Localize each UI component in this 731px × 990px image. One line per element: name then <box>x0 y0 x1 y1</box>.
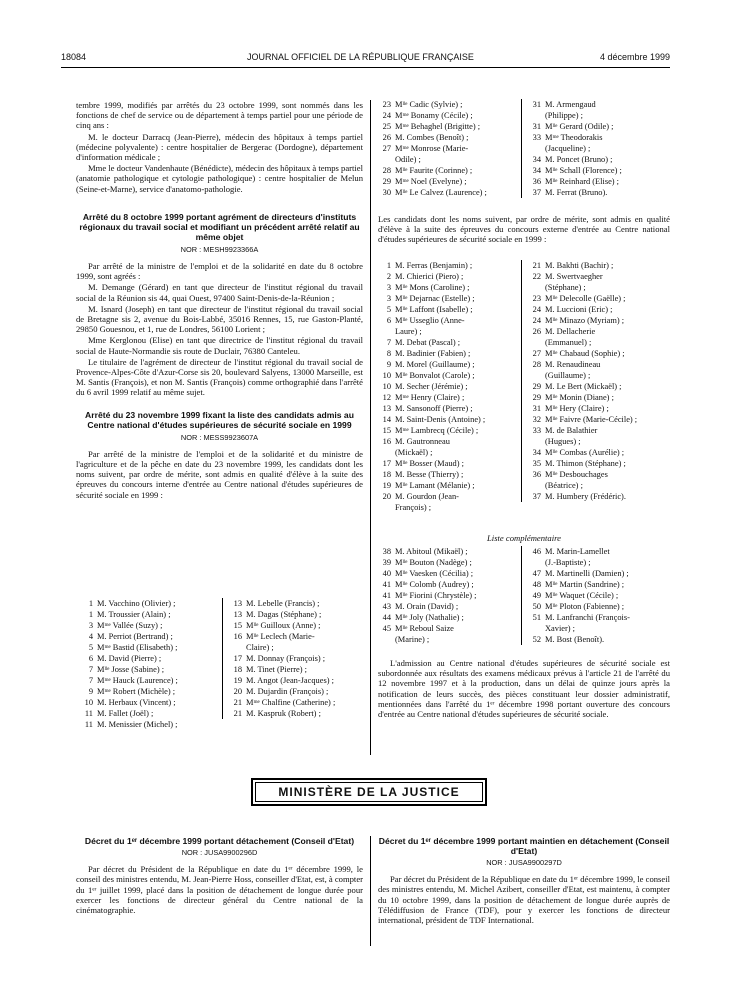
candidate-name: Mˡˡᵉ Delecolle (Gaëlle) ; <box>545 294 626 303</box>
rank-number: 22 <box>532 272 541 281</box>
candidate-name: M. Saint-Denis (Antoine) ; <box>395 415 486 424</box>
decree-paragraph: Le titulaire de l'agrément de directeur de l'institut régional du travail social de Provence-Alpes-Côte d'Azur-Corse sis 20, boulevard Salyens, 13000 Marseille, est M. Santis (François), et non M. Santis (François) comme orthographié dans l'arrêté du 6 avril 1999 relatif au même sujet. <box>76 356 363 398</box>
rank-number: 46 <box>532 547 541 556</box>
rank-number: 17 <box>233 654 242 663</box>
candidate-name: Mᵐᵉ Theodorakis <box>545 133 603 142</box>
candidate-name: M. Dellacherie <box>545 327 596 336</box>
candidate-name: Mˡˡᵉ Dejarnac (Estelle) ; <box>395 294 475 303</box>
candidate-name: Mˡˡᵉ Ploton (Fabienne) ; <box>545 602 625 611</box>
candidate-name: M. Renaudineau <box>545 360 601 369</box>
rank-number: 5 <box>88 643 93 652</box>
rank-number: 51 <box>532 613 541 622</box>
candidate-name: M. Perriot (Bertrand) ; <box>97 632 173 641</box>
rank-number: 7 <box>386 338 391 347</box>
rank-number: 27 <box>382 144 391 153</box>
candidate-name: Mˡˡᵉ Gerard (Odile) ; <box>545 122 614 131</box>
decree-paragraph: Par décret du Président de la République en date du 1ᵉʳ décembre 1999, le conseil des ministres entendu, M. Michel Azibert, conseiller d'Etat, est maintenu, à compter du 10 octobre 1999, dans la position de détachement de longue durée auprès de Télédiffusion de France (TDF), pour y exercer les fonctions de directeur international, président de TDF International. <box>378 874 670 926</box>
candidate-name: M. Lebelle (Francis) ; <box>246 599 320 608</box>
nor-reference: NOR : MESS9923607A <box>180 432 259 442</box>
candidate-name: Mˡˡᵉ Leclech (Marie- <box>246 632 315 641</box>
decree-paragraph: Mme Kerglonou (Elise) en tant que directrice de l'institut régional du travail social de Haute-Normandie sis route de Duclair, 76380 Canteleu. <box>76 335 363 356</box>
candidate-name: M. Herbaux (Vincent) ; <box>97 698 176 707</box>
rank-number: 7 <box>88 676 93 685</box>
rank-number: 21 <box>233 709 242 718</box>
candidate-name: M. Dagas (Stéphane) ; <box>246 610 322 619</box>
rank-number: 11 <box>84 720 93 729</box>
rank-number: 10 <box>84 698 93 707</box>
decree-title: Décret du 1ᵉʳ décembre 1999 portant détachement (Conseil d'Etat) <box>84 836 355 846</box>
rank-number: 49 <box>532 591 541 600</box>
external-intro: Les candidats dont les noms suivent, par ordre de mérite, sont admis en qualité d'élève à la suite des épreuves du concours externe d'entrée au Centre national d'études supérieures de sécurité sociale en 1999 : <box>378 214 670 245</box>
candidate-name: Mˡˡᵉ Waquet (Cécile) ; <box>545 591 619 600</box>
decree-title: Arrêté du 8 octobre 1999 portant agrément de directeurs d'instituts régionaux du travail social et modifiant un précédent arrêté relatif au même objet <box>79 211 360 242</box>
rank-number: 28 <box>532 360 541 369</box>
candidate-name: Mᵐᵉ Robert (Michèle) ; <box>97 687 176 696</box>
candidate-name: Mˡˡᵉ Schall (Florence) ; <box>545 166 622 175</box>
rank-number: 1 <box>386 261 391 270</box>
rank-number: 13 <box>382 404 391 413</box>
rank-number: 26 <box>532 327 541 336</box>
candidate-name: M. Ferras (Benjamin) ; <box>395 261 473 270</box>
candidate-name: Mˡˡᵉ Hery (Claire) ; <box>545 404 609 413</box>
journal-title: JOURNAL OFFICIEL DE LA RÉPUBLIQUE FRANÇAISE <box>247 52 474 62</box>
candidate-name: Mˡˡᵉ Cadic (Sylvie) ; <box>395 100 463 109</box>
candidate-name: M. Chierici (Piero) ; <box>395 272 464 281</box>
candidate-name: M. Luccioni (Eric) ; <box>545 305 613 314</box>
decree-paragraph: Par arrêté de la ministre de l'emploi et de la solidarité en date du 8 octobre 1999, sont agréés : <box>76 261 363 282</box>
candidate-name: M. Menissier (Michel) ; <box>97 720 178 729</box>
rank-number: 31 <box>532 100 541 109</box>
rank-number: 3 <box>386 283 391 292</box>
candidate-name: (Hugues) ; <box>545 437 581 446</box>
list-divider <box>521 260 522 502</box>
rank-number: 50 <box>532 602 541 611</box>
candidate-name: (Jacqueline) ; <box>545 144 591 153</box>
list-divider <box>222 598 223 719</box>
candidate-name: M. Abitoul (Mikaël) ; <box>395 547 468 556</box>
candidate-name: M. Tinet (Pierre) ; <box>246 665 307 674</box>
rank-number: 14 <box>382 415 391 424</box>
intro-paragraph: Mme le docteur Vandenhaute (Bénédicte), médecin des hôpitaux à temps partiel (anatomie pathologique et cytologie pathologique) : centre hospitalier de Melun (Seine-et-Marne), service d'anatomo-pathologie. <box>76 163 363 194</box>
rank-number: 44 <box>382 613 391 622</box>
column-divider <box>370 100 371 755</box>
rank-number: 34 <box>532 166 541 175</box>
candidate-name: M. Kaspruk (Robert) ; <box>246 709 321 718</box>
decree-title: Arrêté du 23 novembre 1999 fixant la liste des candidats admis au Centre national d'études supérieures de sécurité sociale en 1999 <box>85 409 354 430</box>
candidate-name: M. Morel (Guillaume) ; <box>395 360 475 369</box>
rank-number: 16 <box>233 632 242 641</box>
candidate-name: M. Orain (David) ; <box>395 602 459 611</box>
rank-number: 47 <box>532 569 541 578</box>
list-divider <box>521 546 522 645</box>
candidate-name: M. Gautronneau <box>395 437 450 446</box>
candidate-name: (Mickaël) ; <box>395 448 433 457</box>
candidate-name: M. Donnay (François) ; <box>246 654 326 663</box>
candidate-name: Mˡˡᵉ Laffont (Isabelle) ; <box>395 305 473 314</box>
candidate-name: Mˡˡᵉ Mons (Caroline) ; <box>395 283 470 292</box>
candidate-name: M. Le Bert (Mickaël) ; <box>545 382 622 391</box>
candidate-name: M. Badinier (Fabien) ; <box>395 349 471 358</box>
candidate-name: M. Humbery (Frédéric). <box>545 492 626 501</box>
rank-number: 24 <box>382 111 391 120</box>
decree-paragraph: Par arrêté de la ministre de l'emploi et de la solidarité et du ministre de l'agriculture et de la pêche en date du 23 novembre 1999, les candidats dont les noms suivent, par ordre de mérite, sont admis en qualité d'élève à la suite des épreuves du concours interne d'entrée au Centre national d'études supérieures de sécurité sociale en 1999 : <box>76 448 363 500</box>
candidate-name: M. Gourdon (Jean- <box>395 492 459 501</box>
candidate-name: M. Combes (Benoît) ; <box>395 133 469 142</box>
candidate-name: Mˡˡᵉ Reinhard (Elise) ; <box>545 177 620 186</box>
rank-number: 18 <box>382 470 391 479</box>
candidate-name: Mᵐᵉ Lambrecq (Cécile) ; <box>395 426 479 435</box>
rank-number: 37 <box>532 188 541 197</box>
candidate-name: Mˡˡᵉ Colomb (Audrey) ; <box>395 580 474 589</box>
candidate-name: Mˡˡᵉ Bosser (Maud) ; <box>395 459 464 468</box>
rank-number: 11 <box>84 709 93 718</box>
rank-number: 34 <box>532 155 541 164</box>
candidate-name: M. Ferrat (Bruno). <box>545 188 608 197</box>
candidate-name: Mˡˡᵉ Usseglio (Anne- <box>395 316 465 325</box>
candidate-name: M. Bost (Benoît). <box>545 635 605 644</box>
rank-number: 36 <box>532 177 541 186</box>
rank-number: 31 <box>532 404 541 413</box>
candidate-name: Mˡˡᵉ Desbouchages <box>545 470 608 479</box>
candidate-name: Mˡˡᵉ Minazo (Myriam) ; <box>545 316 625 325</box>
candidate-name: (Philippe) ; <box>545 111 583 120</box>
rank-number: 31 <box>532 122 541 131</box>
rank-number: 6 <box>88 654 93 663</box>
candidate-name: M. Armengaud <box>545 100 596 109</box>
rank-number: 15 <box>233 621 242 630</box>
rank-number: 3 <box>88 621 93 630</box>
candidate-name: Mˡˡᵉ Combas (Aurélie) ; <box>545 448 625 457</box>
candidate-name: M. Vacchino (Olivier) ; <box>97 599 176 608</box>
rank-number: 23 <box>382 100 391 109</box>
candidate-name: Mᵐᵉ Hauck (Laurence) ; <box>97 676 178 685</box>
rank-number: 13 <box>233 610 242 619</box>
rank-number: 33 <box>532 133 541 142</box>
rank-number: 21 <box>532 261 541 270</box>
rank-number: 4 <box>88 632 93 641</box>
rank-number: 34 <box>532 448 541 457</box>
candidate-name: Mᵐᵉ Henry (Claire) ; <box>395 393 465 402</box>
rank-number: 45 <box>382 624 391 633</box>
rank-number: 41 <box>382 580 391 589</box>
rank-number: 28 <box>382 166 391 175</box>
decree-title: Décret du 1ᵉʳ décembre 1999 portant maintien en détachement (Conseil d'Etat) <box>378 836 670 856</box>
header-rule <box>61 67 670 68</box>
rank-number: 2 <box>386 272 391 281</box>
rank-number: 20 <box>382 492 391 501</box>
rank-number: 52 <box>532 635 541 644</box>
candidate-name: Mˡˡᵉ Fiorini (Chrystèle) ; <box>395 591 477 600</box>
ministry-title: MINISTÈRE DE LA JUSTICE <box>255 782 483 802</box>
candidate-name: M. Debat (Pascal) ; <box>395 338 461 347</box>
rank-number: 21 <box>233 698 242 707</box>
nor-reference: NOR : JUSA9900297D <box>486 858 562 867</box>
candidate-name: Mᵐᵉ Vallée (Suzy) ; <box>97 621 163 630</box>
candidate-name: M. de Balathier <box>545 426 598 435</box>
rank-number: 18 <box>233 665 242 674</box>
rank-number: 37 <box>532 492 541 501</box>
candidate-name: Mᵐᵉ Bonamy (Cécile) ; <box>395 111 473 120</box>
candidate-name: M. Martinelli (Damien) ; <box>545 569 629 578</box>
candidate-name: M. Poncet (Bruno) ; <box>545 155 613 164</box>
candidate-name: Mˡˡᵉ Joly (Nathalie) ; <box>395 613 464 622</box>
rank-number: 35 <box>532 459 541 468</box>
rank-number: 36 <box>532 470 541 479</box>
candidate-name: (Marine) ; <box>395 635 430 644</box>
candidate-name: Mˡˡᵉ Martin (Sandrine) ; <box>545 580 625 589</box>
rank-number: 24 <box>532 305 541 314</box>
decree-paragraph: M. Demange (Gérard) en tant que directeur de l'institut régional du travail social de la Réunion sis 44, quai Ouest, 97400 Saint-Denis-de-la-Réunion ; <box>76 282 363 303</box>
candidate-name: Laure) ; <box>395 327 422 336</box>
candidate-name: Mᵐᵉ Bastid (Elisabeth) ; <box>97 643 178 652</box>
nor-reference: NOR : MESH9923366A <box>180 244 259 254</box>
rank-number: 15 <box>382 426 391 435</box>
rank-number: 30 <box>382 188 391 197</box>
rank-number: 24 <box>532 316 541 325</box>
rank-number: 17 <box>382 459 391 468</box>
candidate-name: Mˡˡᵉ Le Calvez (Laurence) ; <box>395 188 487 197</box>
rank-number: 19 <box>233 676 242 685</box>
candidate-name: M. Sansonoff (Pierre) ; <box>395 404 473 413</box>
candidate-name: Mˡˡᵉ Chabaud (Sophie) ; <box>545 349 625 358</box>
justice-decree-right <box>378 836 670 926</box>
rank-number: 33 <box>532 426 541 435</box>
rank-number: 29 <box>382 177 391 186</box>
rank-number: 10 <box>382 382 391 391</box>
intro-paragraph: tembre 1999, modifiés par arrêtés du 23 octobre 1999, sont nommés dans les fonctions de chef de service ou de département à temps partiel pour une période de cinq ans : <box>76 100 363 131</box>
complementary-list-title: Liste complémentaire <box>487 533 561 543</box>
candidate-name: Claire) ; <box>246 643 274 652</box>
candidate-name: Mˡˡᵉ Reboul Saize <box>395 624 454 633</box>
decree-paragraph: Par décret du Président de la République en date du 1ᵉʳ décembre 1999, le conseil des ministres entendu, M. Jean-Pierre Hoss, conseiller d'Etat, est, à compter du 1ᵉʳ juillet 1999, placé dans la position de détachement de longue durée pour exercer les fonctions de directeur général du Centre national de la cinématographie. <box>76 864 363 916</box>
candidate-name: M. Lanfranchi (François- <box>545 613 630 622</box>
rank-number: 25 <box>382 122 391 131</box>
candidate-name: (Béatrice) ; <box>545 481 583 490</box>
rank-number: 13 <box>233 599 242 608</box>
rank-number: 40 <box>382 569 391 578</box>
rank-number: 3 <box>386 294 391 303</box>
nor-reference: NOR : JUSA9900296D <box>181 848 258 857</box>
candidate-name: Xavier) ; <box>545 624 575 633</box>
candidate-name: Mˡˡᵉ Bouton (Nadège) ; <box>395 558 472 567</box>
candidate-name: Mˡˡᵉ Faurite (Corinne) ; <box>395 166 473 175</box>
candidate-name: Mˡˡᵉ Guilloux (Anne) ; <box>246 621 321 630</box>
candidate-name: Odile) ; <box>395 155 421 164</box>
rank-number: 8 <box>386 349 391 358</box>
candidate-name: M. Angot (Jean-Jacques) ; <box>246 676 334 685</box>
rank-number: 39 <box>382 558 391 567</box>
decree-paragraph: M. Isnard (Joseph) en tant que directeur de l'institut régional du travail social de Bretagne sis 2, avenue du Bois-Labbé, 35016 Rennes, 15, rue Gaston-Planté, 29850 Gouesnou, et 1, rue de Londres, 56100 Lorient ; <box>76 303 363 335</box>
candidate-name: Mᵐᵉ Behaghel (Brigitte) ; <box>395 122 481 131</box>
rank-number: 9 <box>88 687 93 696</box>
rank-number: 29 <box>532 393 541 402</box>
candidate-name: M. Marin-Lamellet <box>545 547 610 556</box>
rank-number: 20 <box>233 687 242 696</box>
candidate-name: Mˡˡᵉ Josse (Sabine) ; <box>97 665 165 674</box>
rank-number: 29 <box>532 382 541 391</box>
rank-number: 26 <box>382 133 391 142</box>
candidate-name: M. Thimon (Stéphane) ; <box>545 459 626 468</box>
left-column <box>76 100 363 501</box>
candidate-name: Mˡˡᵉ Faivre (Marie-Cécile) ; <box>545 415 638 424</box>
candidate-name: M. Fallet (Joël) ; <box>97 709 154 718</box>
candidate-name: M. Troussier (Alain) ; <box>97 610 171 619</box>
rank-number: 43 <box>382 602 391 611</box>
candidate-name: (J.-Baptiste) ; <box>545 558 591 567</box>
rank-number: 16 <box>382 437 391 446</box>
rank-number: 27 <box>532 349 541 358</box>
candidate-name: Mˡˡᵉ Lamant (Mélanie) ; <box>395 481 475 490</box>
column-divider <box>370 836 371 946</box>
candidate-name: M. Dujardin (François) ; <box>246 687 329 696</box>
candidate-name: (Stéphane) ; <box>545 283 586 292</box>
candidate-name: (Emmanuel) ; <box>545 338 592 347</box>
rank-number: 38 <box>382 547 391 556</box>
candidate-name: Mˡˡᵉ Bonvalot (Carole) ; <box>395 371 475 380</box>
page-header <box>61 52 670 66</box>
candidate-name: M. Bakhti (Bachir) ; <box>545 261 614 270</box>
admission-note: L'admission au Centre national d'études supérieures de sécurité sociale est subordonnée aux résultats des examens médicaux prévus à l'article 21 de l'arrêté du 12 novembre 1997 et à la production, dans un délai de quinze jours après la notification de leurs succès, des pièces constituant leur dossier administratif, mentionnées dans l'arrêté du 1ᵉʳ décembre 1998 portant ouverture des concours d'entrée au Centre national d'études supérieures de sécurité sociale. <box>378 658 670 720</box>
rank-number: 23 <box>532 294 541 303</box>
rank-number: 41 <box>382 591 391 600</box>
rank-number: 7 <box>88 665 93 674</box>
rank-number: 1 <box>88 599 93 608</box>
page-number: 18084 <box>61 52 87 62</box>
issue-date: 4 décembre 1999 <box>599 52 670 62</box>
candidate-name: M. David (Pierre) ; <box>97 654 162 663</box>
rank-number: 19 <box>382 481 391 490</box>
candidate-name: François) ; <box>395 503 432 512</box>
candidate-name: Mᵐᵉ Noel (Evelyne) ; <box>395 177 467 186</box>
candidate-name: Mˡˡᵉ Monin (Diane) ; <box>545 393 614 402</box>
rank-number: 6 <box>386 316 391 325</box>
candidate-name: Mᵐᵉ Chalfine (Catherine) ; <box>246 698 336 707</box>
rank-number: 5 <box>386 305 391 314</box>
list-divider <box>521 99 522 198</box>
ministry-box <box>251 778 487 806</box>
candidate-name: M. Swertvaegher <box>545 272 603 281</box>
rank-number: 32 <box>532 415 541 424</box>
candidate-name: Mˡˡᵉ Vaesken (Cécilia) ; <box>395 569 474 578</box>
candidate-name: M. Secher (Jérémie) ; <box>395 382 468 391</box>
rank-number: 10 <box>382 371 391 380</box>
rank-number: 48 <box>532 580 541 589</box>
rank-number: 12 <box>382 393 391 402</box>
candidate-name: (Guillaume) ; <box>545 371 591 380</box>
intro-paragraph: M. le docteur Darracq (Jean-Pierre), médecin des hôpitaux à temps partiel (médecine polyvalente) : centre hospitalier de Bergerac (Dordogne), département d'information médicale ; <box>76 131 363 163</box>
candidate-name: Mᵐᵉ Monrose (Marie- <box>395 144 469 153</box>
candidate-name: M. Besse (Thierry) ; <box>395 470 464 479</box>
justice-decree-left <box>76 836 363 916</box>
rank-number: 9 <box>386 360 391 369</box>
rank-number: 1 <box>88 610 93 619</box>
